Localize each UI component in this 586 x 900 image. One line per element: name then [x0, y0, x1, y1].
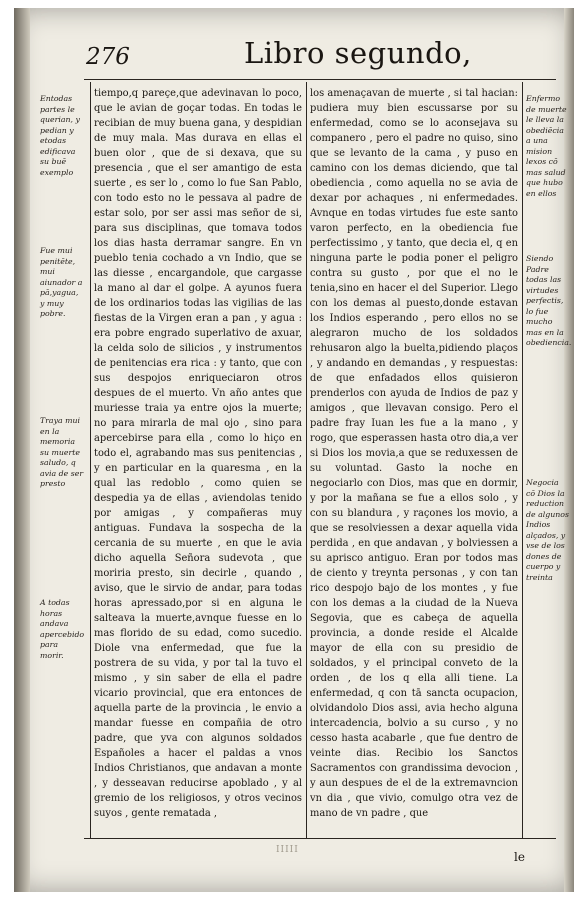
margin-note: Entodas partes le querian, y pedian y etodas edificava su buē exemplo: [40, 94, 80, 177]
margin-note: Fue mui penitēte, mui aiunador a pā,yagua, y muy pobre.: [40, 246, 83, 318]
book-spine: [14, 8, 30, 892]
catchword: le: [514, 850, 525, 864]
right-margin-rule: [522, 82, 523, 838]
margin-note: Traya mui en la memoria su muerte saludo, q avia de ser presto: [40, 416, 84, 488]
header-rule: [84, 79, 556, 80]
left-margin-rule: [90, 82, 91, 838]
footer-rule: [84, 838, 556, 839]
text-column-left: tiempo,q pareçe,que adevinavan lo poco, que le avian de goçar todas. En todas le recibian de muy buena gana, y despidian de muy mala. Mas durava en ellas el buen olor , que de si dexava, que su presencia , que el ser amantigo de esta suerte , es ser lo , como lo fue San Pablo, con todo esto no le pessava al padre de estar solo, por ser assi mas señor de si, para sus disciplinas, que tomava todos los dias hasta derramar sangre. En vn pueblo tenia cochado a vn Indio, que se las diesse , encargandole, que cargasse la mano al dar el golpe. A ayunos fuera de los ordinarios todas las vigilias de las fiestas de la Virgen eran a pan , y agua : era pobre engrado superlativo de axuar, la celda solo de silicios , y instrumentos de penitencias era rica : y tanto, que con sus despojos enriqueciaron otros despues de el muerto. Vn año antes que muriesse traia ya entre ojos la muerte; no para mirarla de mal ojo , sino para apercebirse para ella , como lo hiço en todo el, agrabando mas sus penitencias , y en particular en la quaresma , en la qual las redoblo , como quien se despedia ya de ellas , aviendolas tenido por amigas , y compañeras muy antiguas. Fundava la sospecha de la cercania de su muerte , en que le avia dicho aquella Señora sudevota , que moriria presto, sin decirle , quando , aviso, que le sirvio de andar, para todas horas apressado,por si en alguna le salteava la muerte,avnque fuesse en lo mas florido de su edad, como sucedio. Diole vna enfermedad, que fue la postrera de su vida, y por tal la tuvo el mismo , y sin saber de ella el padre vicario provincial, que era entonces de aquella parte de la provincia , le envio a mandar fuesse en compañia de otro padre, que yva con algunos soldados Españoles a hacer el paldas a vnos Indios Christianos, que andavan a monte , y desseavan reducirse apoblado , y al gremio de los religiosos, y otros vecinos suyos , gente rematada ,: [94, 88, 302, 819]
margin-note: A todas horas andava apercebido para morir.: [40, 598, 85, 660]
margin-note: Enfermo de muerte le lleva la obediēcia a una mision lexos cō mas salud que hubo en ellos: [526, 94, 567, 198]
page-number: 276: [86, 44, 130, 70]
margin-note: Negocia cō Dios la reduction de algunos Indios alçados, y vse de los dones de cuerpo y treinta: [526, 478, 569, 582]
column-divider: [306, 82, 307, 838]
signature-mark: IIIII: [276, 845, 299, 855]
running-title: Libro segundo,: [244, 36, 472, 70]
book-page: [14, 8, 574, 892]
margin-note: Siendo Padre todas las virtudes perfectis, lo fue mucho mas en la obediencia.: [526, 254, 572, 347]
text-column-right: los amenaçavan de muerte , si tal hacian: pudiera muy bien escussarse por su enfermedad, como se lo aconsejava su companero , pero el padre no quiso, sino que se levanto de la cama , y puso en camino con los demas diciendo, que tal obediencia , como aquella no se avia de dexar por achaques , ni enfermedades. Avnque en todas virtudes fue este santo varon perfecto, en la obediencia fue perfectissimo , y tanto, que decia el, q en ninguna parte le podia poner el peligro contra su gusto , por que el no le tenia,sino en hacer el del Superior. Llego con los demas al puesto,donde estavan los Indios esperando , pero ellos no se alegraron mucho de los soldados rehusaron algo la buelta,pidiendo plaços , y andando en demandas , y respuestas: de que enfadados ellos quisieron prenderlos con ayuda de Indios de paz y amigos , que llevavan consigo. Pero el padre fray Iuan les fue a la mano , y rogo, que esperassen hasta otro dia,a ver si Dios los movia,a que se reduxessen de su voluntad. Gasto la noche en negociarlo con Dios, mas que en dormir, y por la mañana se fue a ellos solo , y con su blandura , y raçones los movio, a que se resolviessen a dexar aquella vida perdida , en que andavan , y bolviessen a su aprisco antiguo. Eran por todos mas de ciento y treynta personas , y con tan rico despojo bajo de los montes , y fue con los demas a la ciudad de la Nueva Segovia, que es cabeça de aquella provincia, a donde reside el Alcalde mayor de ella con su presidio de soldados, y el principal conveto de la orden , de los q ella alli tiene. La enfermedad, q con tā sancta ocupacion, olvidandolo Dios assi, avia hecho alguna intercadencia, bolvio a su curso , y no cesso hasta acabarle , que fue dentro de veinte dias. Recibio los Sanctos Sacramentos con grandissima devocion , y aun despues de el de la extremavncion vn dia , que vivio, comulgo otra vez de mano de vn padre , que: [310, 88, 518, 819]
